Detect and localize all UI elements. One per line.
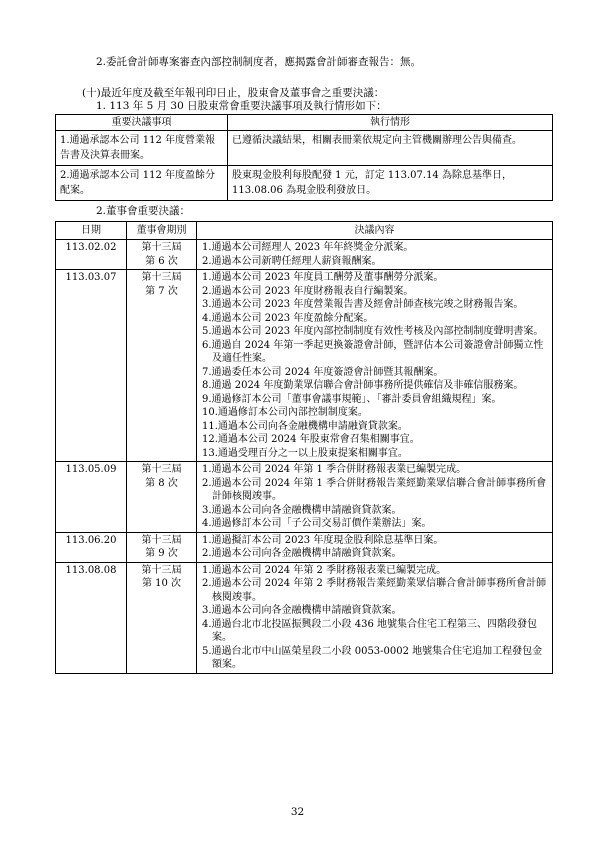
- resolution-item: 1.通過本公司 2024 年第 2 季財務報表業已編製完成。: [202, 564, 447, 576]
- resolution-cell: [197, 462, 553, 533]
- header-matter: 重要決議事項: [56, 115, 228, 131]
- resolution-cell: [197, 270, 553, 462]
- date-cell: 113.06.20: [56, 532, 127, 562]
- matter-cell: 2.通過承認本公司 112 年度盈餘分配案。: [56, 166, 228, 201]
- date-cell: 113.03.07: [56, 270, 127, 462]
- resolution-item: 11.通過本公司向各金融機構申請融資貸款案。: [202, 420, 408, 432]
- session-label: 第十三屆: [141, 242, 182, 253]
- resolution-item: 10.通過修訂本公司內部控制制度案。: [202, 407, 368, 418]
- table-row: [56, 131, 553, 166]
- header-content: 決議內容: [197, 222, 553, 240]
- matter-cell: 1.通過承認本公司 112 年度營業報告書及決算表冊案。: [56, 131, 228, 166]
- resolution-item: 5.通過本公司 2023 年度內部控制制度有效性考核及內部控制制度聲明書案。: [202, 326, 544, 337]
- session-label: 第十三屆: [141, 564, 182, 576]
- table-row: [56, 270, 553, 462]
- board-meeting-heading: 2.董事會重要決議：: [96, 205, 191, 217]
- shareholders-resolutions-table: [55, 114, 553, 201]
- resolution-item: 9.通過修訂本公司「董事會議事規範」、「審計委員會組織規程」案。: [202, 393, 502, 405]
- header-date: 日期: [56, 222, 127, 240]
- shareholders-meeting-heading: 1. 113 年 5 月 30 日股東常會重要決議事項及執行情形如下：: [96, 100, 387, 112]
- resolution-item: 12.通過本公司 2024 年股東常會召集相關事宜。: [202, 434, 420, 445]
- session-label: 第十三屆: [141, 464, 182, 475]
- resolution-item: 5.通過台北市中山區榮星段二小段 0053-0002 地號集合住宅追加工程發包金額案。: [202, 645, 543, 670]
- session-label: 第 10 次: [141, 578, 182, 589]
- resolution-item: 2.通過本公司 2024 年第 1 季合併財務報告業經勤業眾信聯合會計師事務所會計師核閱竣事。: [202, 477, 547, 502]
- date-cell: 113.02.02: [56, 240, 127, 270]
- table-row: [56, 462, 553, 533]
- resolution-item: 8.通過 2024 年度勤業眾信聯合會計師事務所提供確信及非確信服務案。: [202, 380, 524, 391]
- status-cell: 股東現金股利每股配發 1 元，訂定 113.07.14 為除息基準日，113.08.06 為現金股利發放日。: [228, 166, 553, 201]
- resolution-item: 7.通過委任本公司 2024 年度簽證會計師暨其報酬案。: [202, 366, 444, 378]
- session-label: 第 8 次: [145, 477, 178, 489]
- table-header-row: [56, 115, 553, 131]
- table-row: [56, 240, 553, 270]
- resolution-item: 1.通過本公司 2024 年第 1 季合併財務報表業已編製完成。: [202, 464, 467, 475]
- resolution-item: 2.通過本公司向各金融機構申請融資貸款案。: [202, 548, 402, 559]
- session-label: 第 7 次: [145, 285, 178, 297]
- resolution-cell: [197, 562, 553, 673]
- header-status: 執行情形: [228, 115, 553, 131]
- resolution-item: 2.通過本公司 2024 年第 2 季財務報告業經勤業眾信聯合會計師事務所會計師核閱竣事。: [202, 578, 547, 603]
- session-label: 第 9 次: [145, 548, 178, 559]
- session-label: 第十三屆: [141, 272, 182, 283]
- session-label: 第十三屆: [141, 534, 182, 546]
- date-cell: 113.08.08: [56, 562, 127, 673]
- table-row: [56, 532, 553, 562]
- session-cell: [127, 562, 197, 673]
- resolution-item: 3.通過本公司向各金融機構申請融資貸款案。: [202, 605, 402, 616]
- resolution-item: 2.通過本公司 2023 年度財務報表自行編製案。: [202, 285, 414, 297]
- resolution-item: 2.通過本公司新聘任經理人薪資報酬案。: [202, 255, 382, 267]
- resolution-item: 3.通過本公司 2023 年度營業報告書及經會計師查核完竣之財務報告案。: [202, 299, 524, 310]
- table-header-row: [56, 222, 553, 240]
- resolution-item: 4.通過修訂本公司「子公司交易訂價作業辦法」案。: [202, 518, 432, 529]
- section-heading: (十)最近年度及截至年報刊印日止，股東會及董事會之重要決議：: [82, 87, 385, 99]
- resolution-item: 1.通過本公司經理人 2023 年年終獎金分派案。: [202, 242, 414, 253]
- resolution-item: 3.通過本公司向各金融機構申請融資貸款案。: [202, 504, 402, 516]
- session-label: 第 6 次: [145, 255, 178, 267]
- table-row: [56, 166, 553, 201]
- date-cell: 113.05.09: [56, 462, 127, 533]
- resolution-item: 4.通過本公司 2023 年度盈餘分配案。: [202, 312, 374, 324]
- header-session: 董事會期別: [127, 222, 197, 240]
- page-number: 32: [290, 806, 305, 818]
- resolution-cell: [197, 240, 553, 270]
- cpa-review-line: 2.委託會計師專案審查內部控制制度者，應揭露會計師審查報告：無。: [96, 56, 422, 68]
- resolution-item: 6.通過自 2024 年第一季起更換簽證會計師，暨評估本公司簽證會計師獨立性及適任性案。: [202, 339, 544, 364]
- table-row: [56, 562, 553, 673]
- resolution-item: 4.通過台北市北投區振興段二小段 436 地號集合住宅工程第三、四階段發包案。: [202, 618, 537, 643]
- session-cell: [127, 462, 197, 533]
- resolution-item: 1.通過擬訂本公司 2023 年度現金股利除息基準日案。: [202, 534, 444, 546]
- board-resolutions-table: [55, 221, 553, 674]
- status-cell: 已遵循決議結果，相關表冊業依規定向主管機關辦理公告與備查。: [228, 131, 553, 166]
- session-cell: [127, 270, 197, 462]
- resolution-item: 1.通過本公司 2023 年度員工酬勞及董事酬勞分派案。: [202, 272, 444, 283]
- resolution-item: 13.通過受理百分之一以上股東提案相關事宜。: [202, 447, 408, 459]
- resolution-cell: [197, 532, 553, 562]
- session-cell: [127, 532, 197, 562]
- session-cell: [127, 240, 197, 270]
